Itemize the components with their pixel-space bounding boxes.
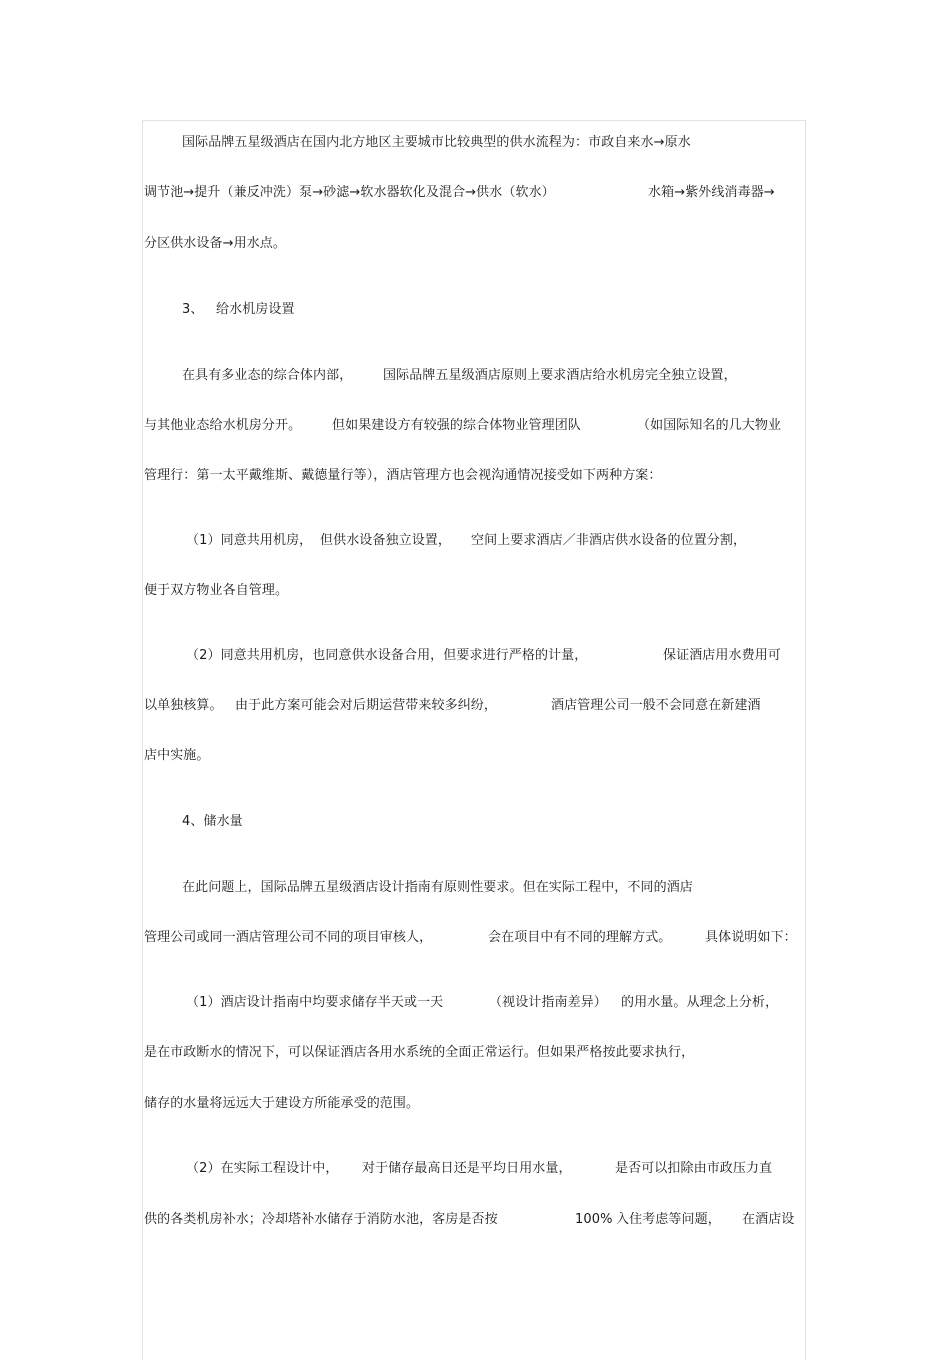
text-segment: 100% (575, 1212, 613, 1227)
text-line: 储存的水量将远远大于建设方所能承受的范围。 (144, 1096, 420, 1111)
text-segment: 酒店管理公司一般不会同意在新建酒 (551, 698, 761, 713)
text-segment: 但供水设备独立设置， (320, 533, 452, 548)
text-segment: 以单独核算。 (144, 698, 223, 713)
text-segment: 水箱→紫外线消毒器→ (648, 185, 775, 200)
text-line: 分区供水设备→用水点。 (144, 236, 286, 251)
text-segment: 具体说明如下： (705, 930, 797, 945)
text-segment: 保证酒店用水费用可 (663, 648, 781, 663)
text-segment: 对于储存最高日还是平均日用水量， (362, 1161, 572, 1176)
text-segment: 的用水量。从理念上分析， (621, 995, 779, 1010)
section-heading: 给水机房设置 (216, 302, 295, 317)
text-line (144, 185, 555, 201)
text-segment: 由于此方案可能会对后期运营带来较多纠纷， (235, 698, 498, 713)
text-line: 便于双方物业各自管理。 (144, 583, 289, 598)
text-line: 店中实施。 (144, 748, 210, 763)
text-segment: 在酒店设 (742, 1212, 795, 1227)
text-segment: 供的各类机房补水；冷却塔补水储存于消防水池，客房是否按 (144, 1212, 498, 1227)
text-segment: （2）同意共用机房，也同意供水设备合用，但要求进行严格的计量， (186, 648, 588, 663)
text-segment: 空间上要求酒店／非酒店供水设备的位置分割， (471, 533, 747, 548)
text-line: 国际品牌五星级酒店在国内北方地区主要城市比较典型的供水流程为：市政自来水→原水 (182, 135, 691, 150)
text-line: 管理行：第一太平戴维斯、戴德量行等），酒店管理方也会视沟通情况接受如下两种方案： (144, 468, 662, 483)
text-segment: 国际品牌五星级酒店原则上要求酒店给水机房完全独立设置， (383, 368, 737, 383)
text-segment: 入住考虑等问题， (616, 1212, 721, 1227)
text-segment: 是否可以扣除由市政压力直 (615, 1161, 773, 1176)
text-segment: （1）酒店设计指南中均要求储存半天或一天 (186, 995, 444, 1010)
text-segment: （2）在实际工程设计中， (186, 1161, 339, 1176)
section-number: 3、 (182, 302, 204, 317)
text-segment: （视设计指南差异） (489, 995, 607, 1010)
text-line: 是在市政断水的情况下，可以保证酒店各用水系统的全面正常运行。但如果严格按此要求执行， (144, 1045, 695, 1060)
text-segment: （如国际知名的几大物业 (637, 418, 782, 433)
text-segment: 会在项目中有不同的理解方式。 (488, 930, 672, 945)
text-segment: 但如果建设方有较强的综合体物业管理团队 (332, 418, 581, 433)
text-segment: 与其他业态给水机房分开。 (144, 418, 302, 433)
text-line: 在此问题上，国际品牌五星级酒店设计指南有原则性要求。但在实际工程中，不同的酒店 (182, 880, 693, 895)
text-segment: 管理公司或同一酒店管理公司不同的项目审核人， (144, 930, 433, 945)
text-segment: 调节池→提升（兼反冲洗）泵→砂滤→软水器软化及混合→供水（软水） (144, 185, 555, 200)
section-heading: 4、储水量 (182, 814, 243, 829)
text-segment: 在具有多业态的综合体内部， (182, 368, 353, 383)
text-segment: （1）同意共用机房， (186, 533, 313, 548)
